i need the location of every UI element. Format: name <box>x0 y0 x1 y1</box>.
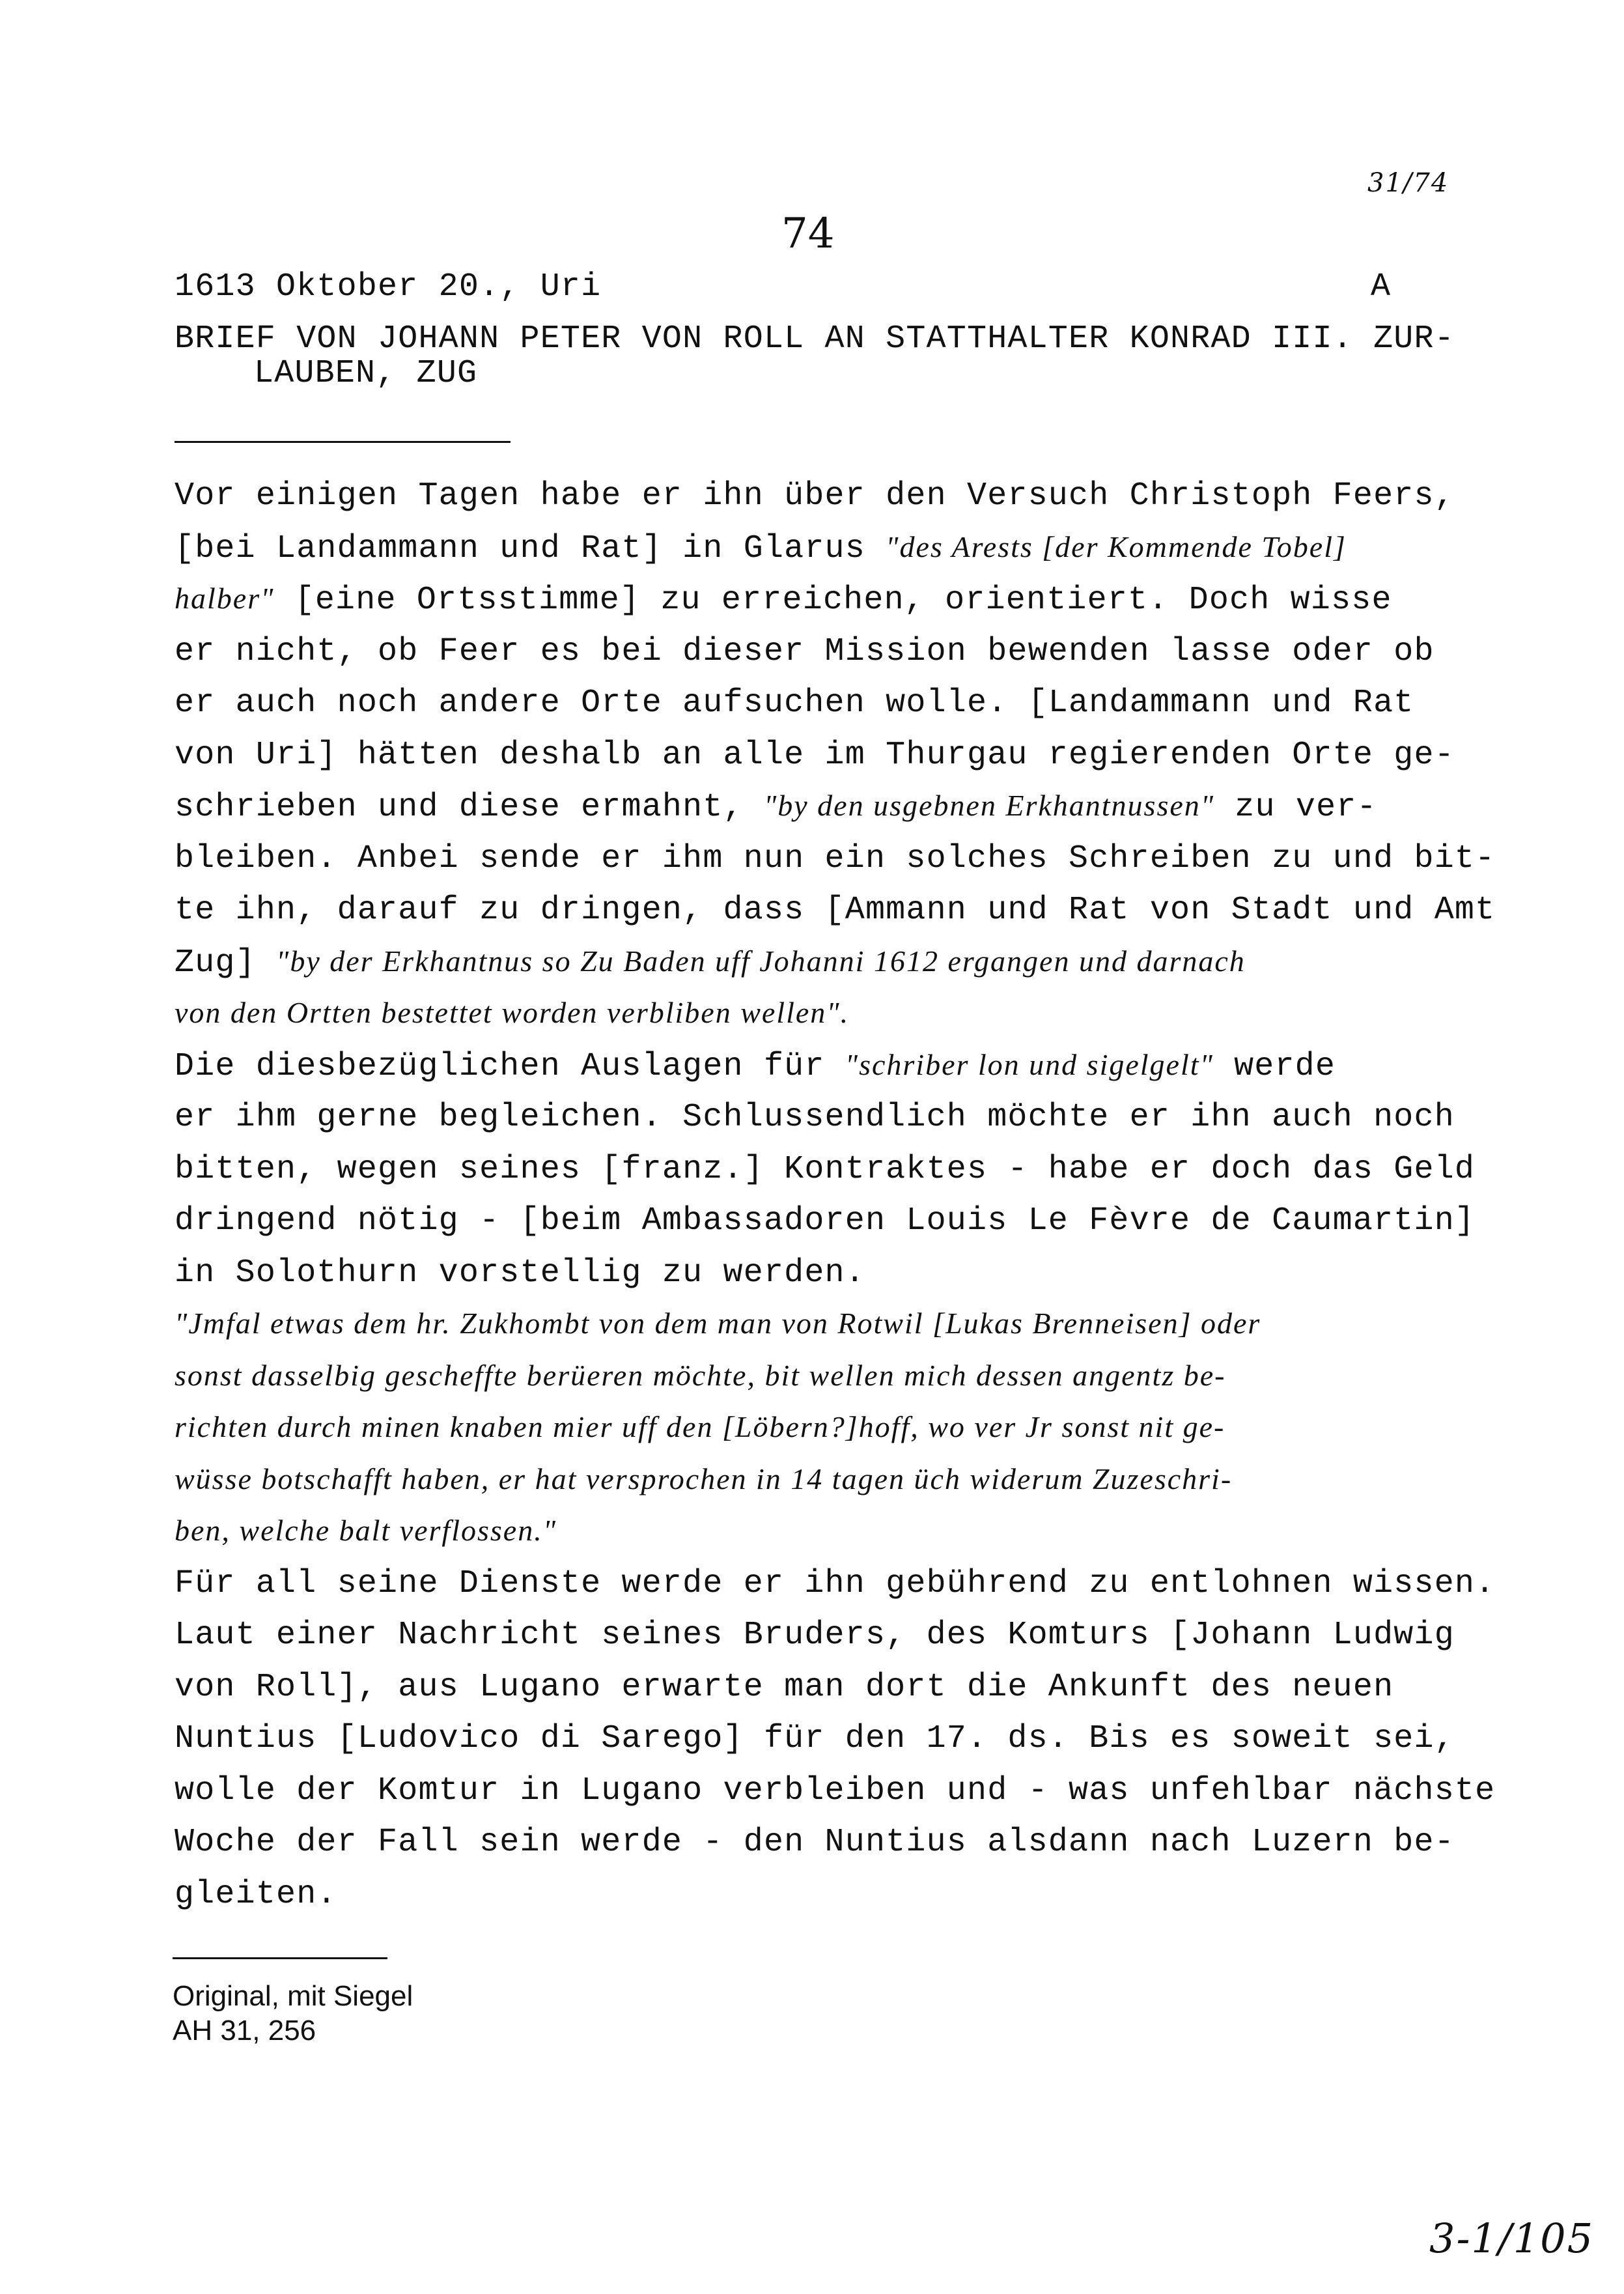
quoted-source-text: ben, welche balt verflossen." <box>175 1514 557 1547</box>
text-line <box>175 1306 1261 1340</box>
text-line <box>175 788 1377 826</box>
text-line <box>175 1720 1455 1757</box>
summary-text-segment: schrieben und diese ermahnt, <box>175 789 764 826</box>
summary-text-segment: gleiten. <box>175 1876 337 1913</box>
quoted-source-text: "des Arests [der Kommende Tobel] <box>886 530 1347 563</box>
source-note-line-2: AH 31, 256 <box>173 2015 316 2046</box>
text-line <box>175 581 1392 619</box>
quoted-source-text: "schriber lon und sigelgelt" <box>845 1048 1214 1081</box>
summary-text-segment: Laut einer Nachricht seines Bruders, des Komturs [Johann Ludwig <box>175 1617 1455 1654</box>
text-line <box>175 1099 1455 1136</box>
summary-text-segment: werde <box>1213 1048 1336 1085</box>
quoted-source-text: halber" <box>175 582 275 615</box>
summary-text-segment: [bei Landammann und Rat] in Glarus <box>175 530 886 567</box>
summary-text-segment: Woche der Fall sein werde - den Nuntius alsdann nach Luzern be- <box>175 1824 1455 1861</box>
page-reference: 31/74 <box>1367 168 1449 198</box>
text-line <box>175 477 1455 515</box>
text-line <box>175 1358 1225 1393</box>
text-line <box>175 1202 1475 1239</box>
text-line <box>175 1824 1455 1861</box>
quoted-source-text: sonst dasselbig gescheffte berüeren möchte, bit wellen mich dessen angentz be- <box>175 1359 1226 1392</box>
quoted-source-text: "Jmfal etwas dem hr. Zukhombt von dem man von Rotwil [Lukas Brenneisen] oder <box>175 1307 1261 1340</box>
document-title-line-2: LAUBEN, ZUG <box>254 355 478 392</box>
summary-text-segment: bleiben. Anbei sende er ihm nun ein solches Schreiben zu und bit- <box>175 840 1496 877</box>
text-line <box>175 840 1495 877</box>
summary-text-segment: Zug] <box>175 944 277 982</box>
quoted-source-text: von den Ortten bestettet worden verbliben wellen". <box>175 996 850 1029</box>
summary-text-segment: in Solothurn vorstellig zu werden. <box>175 1254 865 1292</box>
text-line <box>175 1876 337 1913</box>
text-line <box>175 1513 557 1548</box>
summary-text-segment: dringend nötig - [beim Ambassadoren Louis Le Fèvre de Caumartin] <box>175 1202 1476 1239</box>
summary-text-segment: Für all seine Dienste werde er ihn gebührend zu entlohnen wissen. <box>175 1565 1496 1602</box>
summary-text-segment: er ihm gerne begleichen. Schlussendlich möchte er ihn auch noch <box>175 1099 1455 1136</box>
summary-text-segment: von Roll], aus Lugano erwarte man dort die Ankunft des neuen <box>175 1669 1394 1706</box>
summary-text-segment: bitten, wegen seines [franz.] Kontraktes - habe er doch das Geld <box>175 1151 1476 1188</box>
quoted-source-text: "by den usgebnen Erkhantnussen" <box>763 789 1215 822</box>
document-marker: A <box>1371 268 1392 305</box>
summary-text-segment: Die diesbezüglichen Auslagen für <box>175 1048 845 1085</box>
title-divider <box>175 441 511 443</box>
quoted-source-text: "by der Erkhantnus so Zu Baden uff Johanni 1612 ergangen und darnach <box>276 944 1246 978</box>
text-line <box>175 995 849 1030</box>
text-line <box>175 1151 1475 1188</box>
summary-text-segment: wolle der Komtur in Lugano verbleiben und - was unfehlbar nächste <box>175 1772 1496 1809</box>
summary-text-segment: Vor einigen Tagen habe er ihn über den Versuch Christoph Feers, <box>175 477 1455 515</box>
summary-text-segment: zu ver- <box>1214 789 1377 826</box>
summary-text-segment: von Uri] hätten deshalb an alle im Thurgau regierenden Orte ge- <box>175 737 1455 774</box>
quoted-source-text: richten durch minen knaben mier uff den [Löbern?]hoff, wo ver Jr sonst nit ge- <box>175 1410 1225 1443</box>
text-line <box>175 944 1246 982</box>
text-line <box>175 1617 1455 1654</box>
text-line <box>175 1565 1495 1602</box>
document-title-line-1: BRIEF VON JOHANN PETER VON ROLL AN STATTHALTER KONRAD III. ZUR- <box>175 320 1455 358</box>
text-line <box>175 1772 1495 1809</box>
footnote-divider <box>173 1957 387 1959</box>
text-line <box>175 633 1435 670</box>
summary-text-segment: [eine Ortsstimme] zu erreichen, orientiert. Doch wisse <box>274 582 1392 619</box>
summary-text-segment: er auch noch andere Orte aufsuchen wolle. [Landammann und Rat <box>175 685 1414 722</box>
summary-text-segment: Nuntius [Ludovico di Sarego] für den 17. ds. Bis es soweit sei, <box>175 1720 1455 1757</box>
text-line <box>175 1409 1225 1444</box>
summary-text-segment: er nicht, ob Feer es bei dieser Mission bewenden lasse oder ob <box>175 633 1435 670</box>
text-line <box>175 1254 865 1292</box>
date-place: 1613 Oktober 20., Uri <box>175 268 602 305</box>
text-line <box>175 1047 1336 1085</box>
text-line <box>175 1669 1393 1706</box>
summary-text-segment: te ihn, darauf zu dringen, dass [Ammann und Rat von Stadt und Amt <box>175 892 1496 929</box>
text-line <box>175 892 1495 929</box>
page-number: 74 <box>781 210 835 258</box>
archive-handwritten-mark: 3-1/105 <box>1429 2215 1595 2262</box>
quoted-source-text: wüsse botschafft haben, er hat versprochen in 14 tagen üch widerum Zuzeschri- <box>175 1462 1233 1495</box>
text-line <box>175 685 1414 722</box>
text-line <box>175 737 1455 774</box>
text-line <box>175 1462 1232 1496</box>
source-note-line-1: Original, mit Siegel <box>173 1980 413 2012</box>
text-line <box>175 530 1347 567</box>
